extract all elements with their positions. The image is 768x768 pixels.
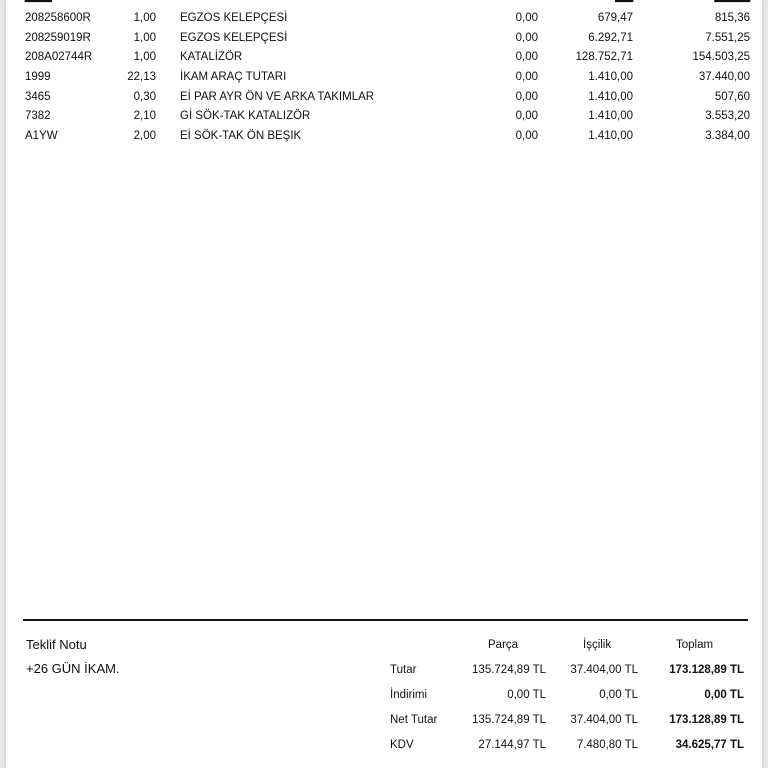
quantity: 0,30 <box>133 91 156 103</box>
line-total: 507,60 <box>714 91 750 103</box>
line-total: 3.384,00 <box>705 130 750 142</box>
description: İKAM ARAÇ TUTARI <box>180 71 287 83</box>
line-total: 3.553,20 <box>705 110 750 122</box>
description: EGZOS KELEPÇESİ <box>180 12 288 24</box>
unit-price: 1.410,00 <box>588 91 633 103</box>
unit-price: 1.410,00 <box>588 110 633 122</box>
discount: 0,00 <box>515 130 538 142</box>
quantity: 22,13 <box>127 71 156 83</box>
description: KATALİZÖR <box>180 51 243 63</box>
summary-toplam: 173.128,89 TL <box>669 714 744 726</box>
table-row <box>6 49 762 65</box>
discount: 0,00 <box>515 71 538 83</box>
table-row <box>6 69 762 85</box>
description: Gİ SÖK-TAK KATALIZÖR <box>180 110 311 122</box>
summary-toplam: 34.625,77 TL <box>675 739 744 751</box>
unit-price: 1.410,00 <box>588 71 633 83</box>
note-text: +26 GÜN İKAM. <box>26 661 120 676</box>
table-row <box>6 89 762 105</box>
part-code: 7382 <box>25 110 51 122</box>
summary-iscilik: 37.404,00 TL <box>570 714 638 726</box>
summary-label: Tutar <box>390 664 417 676</box>
quantity: 1,00 <box>133 32 156 44</box>
summary-toplam: 173.128,89 TL <box>669 664 744 676</box>
table-row <box>6 30 762 46</box>
part-code: A1YW <box>25 130 58 142</box>
summary-iscilik: 7.480,80 TL <box>576 739 638 751</box>
description: Eİ PAR AYR ÖN VE ARKA TAKIMLAR <box>180 91 375 103</box>
quantity: 1,00 <box>133 51 156 63</box>
summary-row-kdv <box>6 737 762 753</box>
part-code: 3465 <box>25 91 51 103</box>
quantity: 1,00 <box>133 12 156 24</box>
line-total: 815,36 <box>714 12 750 24</box>
summary-parca: 27.144,97 TL <box>478 739 546 751</box>
table-header-clipped <box>6 0 762 2</box>
summary-row-indirim <box>6 687 762 703</box>
description: Eİ SÖK-TAK ÖN BEŞIK <box>180 130 302 142</box>
summary-parca: 135.724,89 TL <box>472 714 546 726</box>
part-code: 208259019R <box>25 32 91 44</box>
discount: 0,00 <box>515 12 538 24</box>
table-row <box>6 128 762 144</box>
document-page <box>6 0 762 768</box>
summary-iscilik: 37.404,00 TL <box>570 664 638 676</box>
unit-price: 679,47 <box>597 12 633 24</box>
unit-price: 128.752,71 <box>575 51 633 63</box>
discount: 0,00 <box>515 51 538 63</box>
table-row <box>6 108 762 124</box>
summary-label: Net Tutar <box>390 714 438 726</box>
part-code: 1999 <box>25 71 51 83</box>
quantity: 2,00 <box>133 130 156 142</box>
header-toplam: Toplam <box>676 639 714 651</box>
discount: 0,00 <box>515 32 538 44</box>
summary-parca: 135.724,89 TL <box>472 664 546 676</box>
summary-label: KDV <box>390 739 414 751</box>
line-total: 7.551,25 <box>705 32 750 44</box>
header-iscilik: İşçilik <box>583 639 612 651</box>
header-parca: Parça <box>488 639 519 651</box>
summary-parca: 0,00 TL <box>507 689 546 701</box>
summary-toplam: 0,00 TL <box>704 689 744 701</box>
line-total: 154.503,25 <box>692 51 750 63</box>
summary-row-net-tutar <box>6 712 762 728</box>
discount: 0,00 <box>515 110 538 122</box>
unit-price: 6.292,71 <box>588 32 633 44</box>
part-code: 208A02744R <box>25 51 93 63</box>
summary-label: İndirimi <box>390 689 428 701</box>
note-title: Teklif Notu <box>26 637 87 652</box>
part-code: 208258600R <box>25 12 91 24</box>
section-divider <box>23 619 748 621</box>
discount: 0,00 <box>515 91 538 103</box>
summary-iscilik: 0,00 TL <box>599 689 638 701</box>
line-total: 37.440,00 <box>698 71 750 83</box>
table-row <box>6 10 762 26</box>
unit-price: 1.410,00 <box>588 130 633 142</box>
summary-row-tutar <box>6 662 762 678</box>
quantity: 2,10 <box>133 110 156 122</box>
description: EGZOS KELEPÇESİ <box>180 32 288 44</box>
